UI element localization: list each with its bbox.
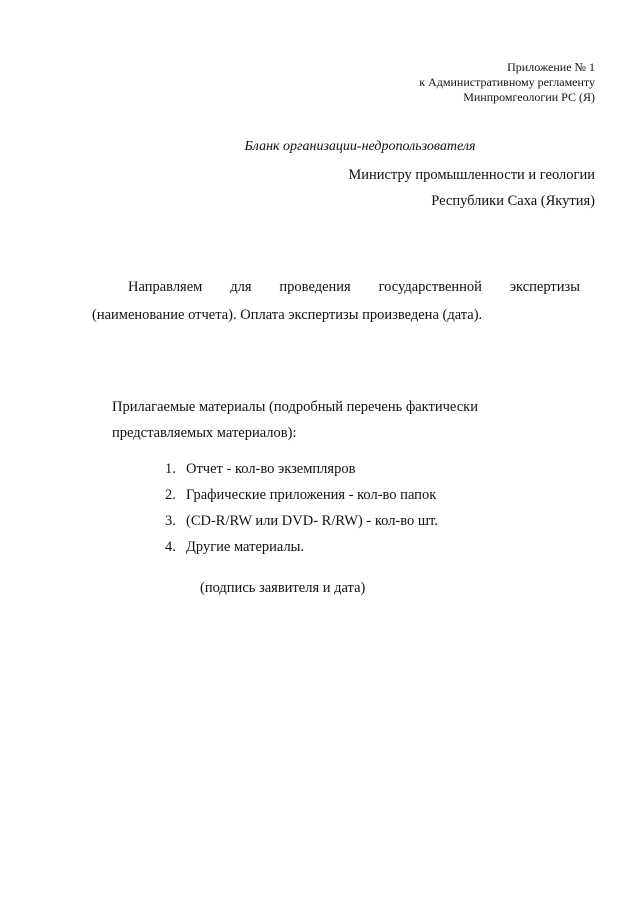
addressee-block xyxy=(348,162,595,214)
list-item-text: (CD-R/RW или DVD- R/RW) - кол-во шт. xyxy=(186,513,438,529)
request-line-2: (наименование отчета). Оплата экспертизы произведена (дата). xyxy=(92,307,483,323)
appendix-line-1: Приложение № 1 xyxy=(507,60,595,74)
list-item-text: Другие материалы. xyxy=(186,539,305,555)
list-item-text: Графические приложения - кол-во папок xyxy=(186,487,437,503)
request-line-1 xyxy=(92,273,580,301)
list-item xyxy=(165,456,438,482)
list-item xyxy=(165,534,438,560)
list-item-text: Отчет - кол-во экземпляров xyxy=(186,461,356,477)
request-paragraph xyxy=(92,273,580,329)
attached-line-1: Прилагаемые материалы (подробный перечень фактически xyxy=(112,399,478,415)
addressee-line-1: Министру промышленности и геологии xyxy=(348,167,595,183)
request-word: Направляем xyxy=(128,279,203,295)
addressee-line-2: Республики Саха (Якутия) xyxy=(431,193,595,209)
list-item-number: 1. xyxy=(165,461,176,477)
attached-materials-intro xyxy=(112,394,552,446)
appendix-line-2: к Административному регламенту xyxy=(419,75,595,89)
list-item-number: 4. xyxy=(165,539,176,555)
list-item xyxy=(165,482,438,508)
list-item-number: 3. xyxy=(165,513,176,529)
list-item-number: 2. xyxy=(165,487,176,503)
request-word: проведения xyxy=(279,279,351,295)
letterhead-placeholder: Бланк организации-недропользователя xyxy=(244,139,476,154)
list-item xyxy=(165,508,438,534)
appendix-header xyxy=(419,60,595,105)
signature-placeholder: (подпись заявителя и дата) xyxy=(200,580,366,596)
appendix-line-3: Минпромгеологии РС (Я) xyxy=(463,90,595,104)
request-word: для xyxy=(230,279,252,295)
attached-line-2: представляемых материалов): xyxy=(112,425,297,441)
request-word: экспертизы xyxy=(509,279,580,295)
materials-list xyxy=(165,456,438,560)
request-word: государственной xyxy=(378,279,482,295)
